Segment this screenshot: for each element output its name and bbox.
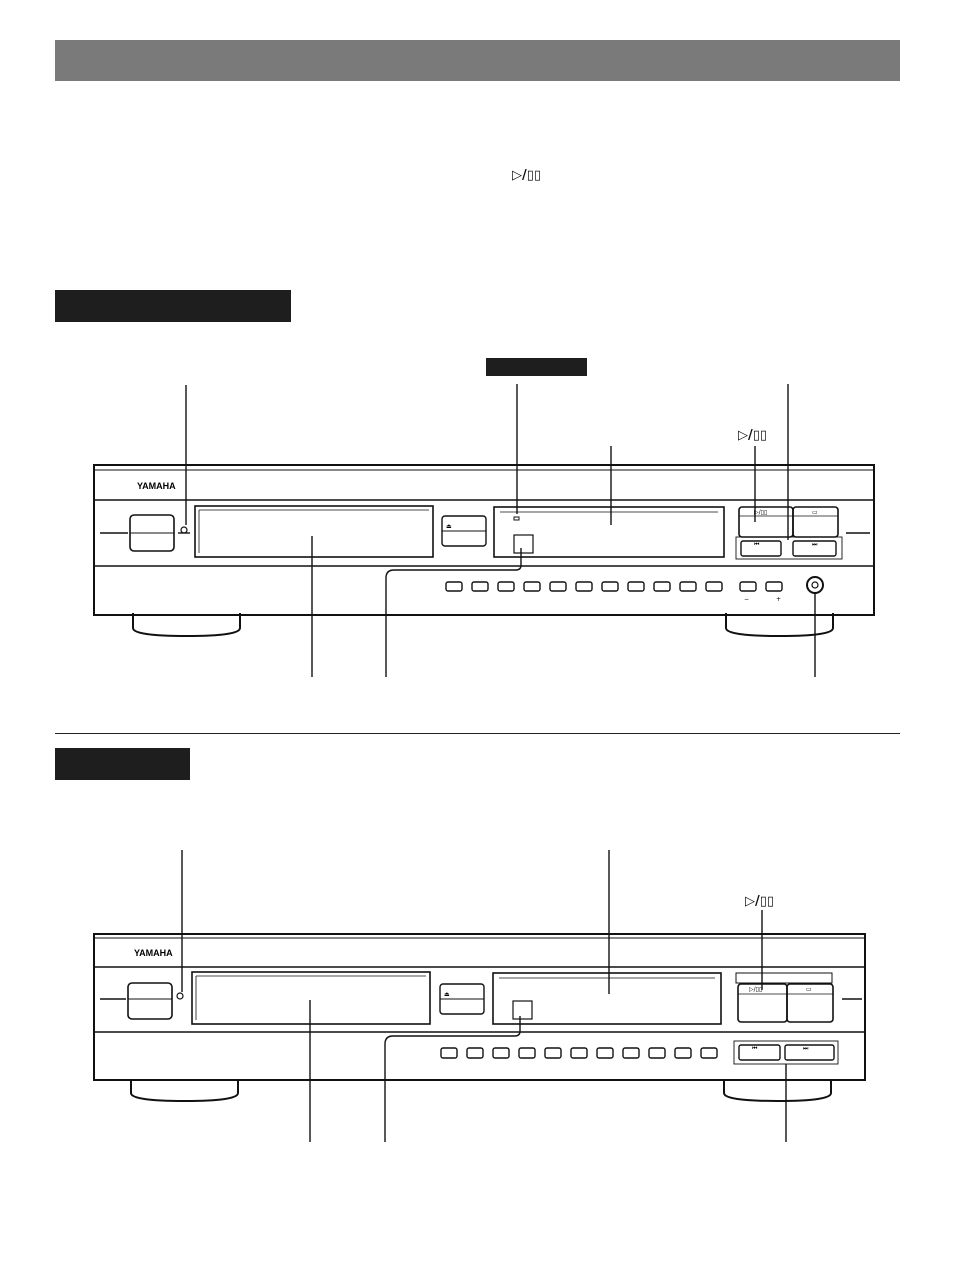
brand-logo-top: YAMAHA (137, 481, 176, 491)
stop-button-top: ▭ (812, 509, 818, 516)
inline-play-pause-symbol: ▷/▯▯ (512, 168, 542, 183)
play-pause-button-top: ▷/▯▯ (754, 509, 768, 516)
eject-button-bottom: ⏏ (444, 991, 450, 998)
eject-button-top: ⏏ (446, 523, 452, 530)
next-button-bottom: ⏭ (803, 1045, 809, 1052)
volume-plus-top: + (776, 596, 782, 603)
play-pause-callout-top: ▷/▯▯ (738, 428, 768, 443)
prev-button-top: ⏮ (754, 541, 760, 548)
play-pause-button-bottom: ▷/▯▯ (749, 986, 763, 993)
prev-button-bottom: ⏮ (752, 1045, 758, 1052)
stop-button-bottom: ▭ (806, 986, 812, 993)
brand-logo-bottom: YAMAHA (134, 948, 173, 958)
play-pause-callout-bottom: ▷/▯▯ (745, 894, 775, 909)
volume-minus-top: − (744, 596, 750, 603)
next-button-top: ⏭ (812, 541, 818, 548)
